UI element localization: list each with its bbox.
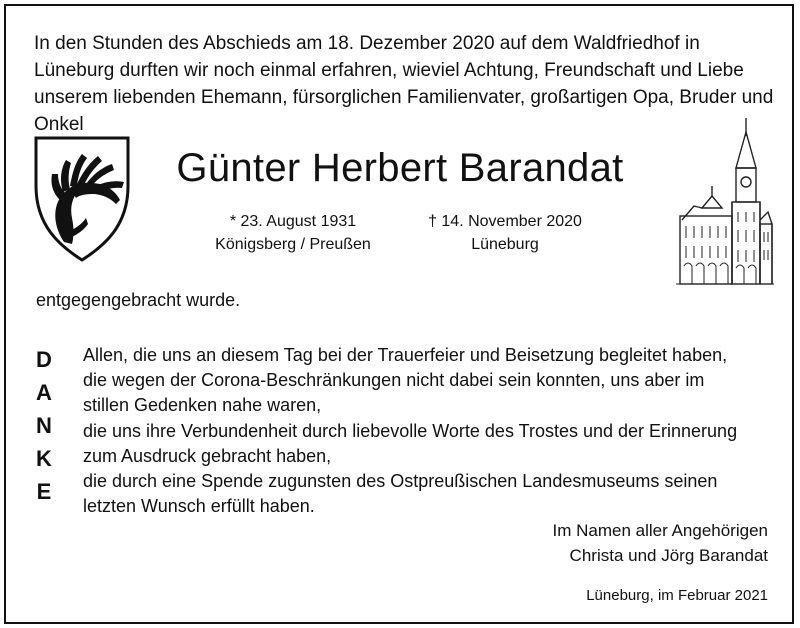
signature-line: Christa und Jörg Barandat: [569, 546, 768, 565]
church-tower-icon: [672, 116, 776, 288]
death-place: Lüneburg: [471, 236, 539, 253]
danke-letter: D: [36, 347, 52, 372]
place-date: Lüneburg, im Februar 2021: [586, 587, 768, 604]
death-info: [400, 210, 610, 256]
thanks-line: Allen, die uns an diesem Tag bei der Trauerfeier und Beisetzung begleitet haben,: [83, 345, 728, 365]
thanks-line: stillen Gedenken nahe waren,: [83, 395, 322, 416]
elk-antler-crest-icon: [32, 134, 132, 262]
thanks-line: letzten Wunsch erfüllt haben.: [83, 496, 315, 517]
danke-letter: N: [36, 413, 52, 438]
signature: [553, 518, 768, 568]
deceased-name: Günter Herbert Barandat: [176, 146, 624, 190]
danke-letter: E: [36, 479, 52, 504]
birth-place: Königsberg / Preußen: [215, 236, 371, 253]
thanks-line: die durch eine Spende zugunsten des Ostpreußischen Landesmuseums seinen: [83, 471, 718, 492]
thanks-line: die uns ihre Verbundenheit durch liebevolle Worte des Trostes und der Erinnerung: [83, 420, 738, 441]
continuation-text: entgegengebracht wurde.: [36, 290, 241, 310]
signature-line: Im Namen aller Angehörigen: [552, 521, 768, 540]
birth-info: [198, 210, 388, 256]
thanks-line: die wegen der Corona-Beschränkungen nicht dabei sein konnten, uns aber im: [83, 370, 705, 391]
birth-date: * 23. August 1931: [229, 213, 357, 230]
danke-letter: A: [36, 380, 52, 405]
death-date: † 14. November 2020: [428, 213, 582, 230]
danke-vertical: [34, 343, 54, 508]
danke-letter: K: [36, 446, 52, 471]
thanks-line: zum Ausdruck gebracht haben,: [83, 445, 332, 466]
intro-text: In den Stunden des Abschieds am 18. Dezember 2020 auf dem Waldfriedhof in Lüneburg durften wir noch einmal erfahren, wieviel Achtung, Freundschaft und Liebe unserem liebenden Ehemann, fürsorglichen Familienvater, großartigen Opa, Bruder und Onkel: [34, 33, 774, 135]
thanks-text: [83, 343, 783, 519]
